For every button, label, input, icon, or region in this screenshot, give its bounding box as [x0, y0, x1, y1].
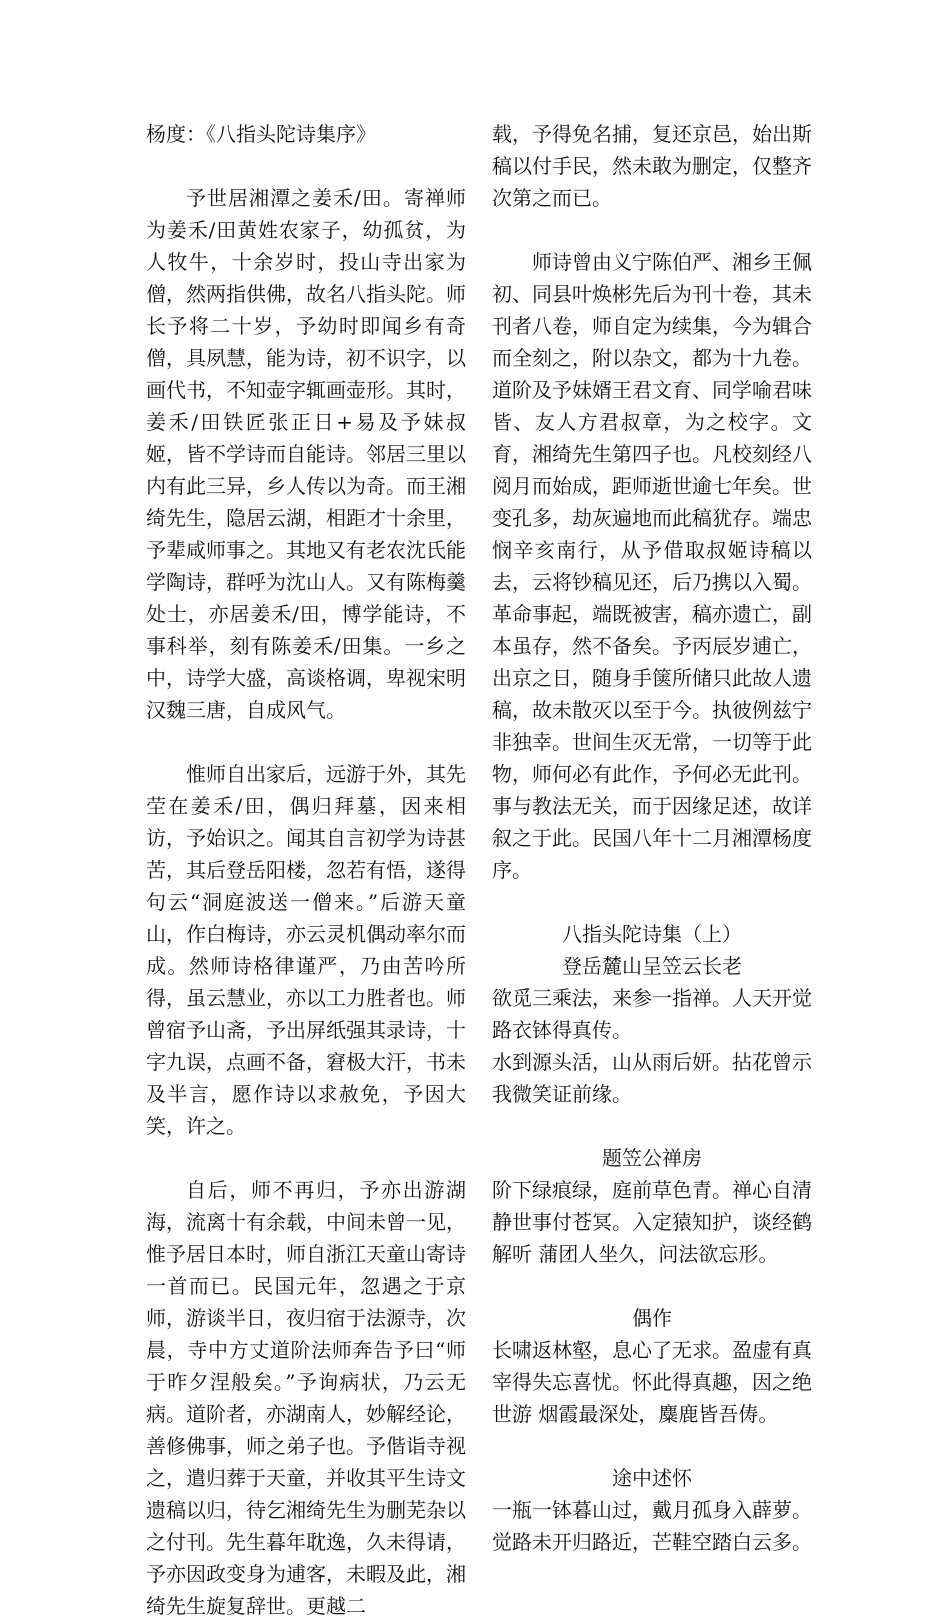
preface-paragraph-4: 载，予得免名捕，复还京邑，始出斯稿以付手民，然未敢为删定，仅整齐次第之而已。 [492, 122, 812, 210]
poem-line: 欲觅三乘法，来参一指禅。人天开觉路衣钵得真传。 [492, 986, 812, 1042]
poem-line: 一瓶一钵暮山过，戴月孤身入薜萝。 [492, 1498, 812, 1522]
collection-title: 八指头陀诗集（上） [562, 922, 742, 946]
preface-heading: 杨度：《八指头陀诗集序》 [146, 122, 376, 146]
poem-title: 登岳麓山呈笠云长老 [562, 954, 742, 978]
preface-paragraph-1: 予世居湘潭之姜禾/田。寄禅师为姜禾/田黄姓农家子，幼孤贫，为人牧牛，十余岁时，投山寺出家为僧，然两指供佛，故名八指头陀。师长予将二十岁，予幼时即闻乡有奇僧，具夙慧，能为诗，初不识字，以画代书，不知壶字辄画壶形。其时，姜禾/田铁匠张正日+易及予妹叔姬，皆不学诗而自能诗。邻居三里以内有此三异，乡人传以为奇。而王湘绮先生，隐居云湖，相距才十余里，予辈咸师事之。其地又有老农沈氏能学陶诗，群呼为沈山人。又有陈梅羹处士，亦居姜禾/田，博学能诗，不事科举，刻有陈姜禾/田集。一乡之中，诗学大盛，高谈格调，卑视宋明汉魏三唐，自成风气。 [146, 186, 466, 722]
poem-line: 觉路未开归路近，芒鞋空踏白云多。 [492, 1530, 812, 1554]
poem-line: 长啸返林壑，息心了无求。盈虚有真宰得失忘喜忧。怀此得真趣，因之绝世游 烟霞最深处，麋鹿皆吾俦。 [492, 1338, 812, 1426]
poem-line: 阶下绿痕绿，庭前草色青。禅心自清静世事付苍冥。入定猿知护，谈经鹤解听 蒲团人坐久，问法欲忘形。 [492, 1178, 812, 1266]
right-column [492, 118, 812, 1558]
poem-line: 水到源头活，山从雨后妍。拈花曾示我微笑证前缘。 [492, 1050, 812, 1106]
poem-title: 偶作 [632, 1306, 672, 1330]
poem-title: 途中述怀 [612, 1466, 692, 1490]
preface-paragraph-3: 自后，师不再归，予亦出游湖海，流离十有余载，中间未曾一见，惟予居日本时，师自浙江天童山寄诗一首而已。民国元年，忽遇之于京师，游谈半日，夜归宿于法源寺，次晨，寺中方丈道阶法师奔告予曰“师于昨夕涅般矣。”予询病状，乃云无病。道阶者，亦湖南人，妙解经论，善修佛事，师之弟子也。予偕诣寺视之，遣归葬于天童，并收其平生诗文遗稿以归，待乞湘绮先生为删芜杂以之付刊。先生暮年耽逸，久未得请，予亦因政变身为逋客，未暇及此，湘绮先生旋复辞世。更越二 [146, 1178, 466, 1618]
preface-paragraph-5: 师诗曾由义宁陈伯严、湘乡王佩初、同县叶焕彬先后为刊十卷，其未刊者八卷，师自定为续集，今为辑合而全刻之，附以杂文，都为十九卷。道阶及予妹婿王君文育、同学喻君味皆、友人方君叔章，为之校字。文育，湘绮先生第四子也。凡校刻经八阅月而始成，距师逝世逾七年矣。世变孔多，劫灰遍地而此稿犹存。端忠悯辛亥南行，从予借取叔姬诗稿以去，云将钞稿见还，后乃携以入蜀。革命事起，端既被害，稿亦遗亡，副本虽存，然不备矣。予丙辰岁逋亡，出京之日，随身手箧所储只此故人遗稿，故未散灭以至于今。执彼例兹宁非独幸。世间生灭无常，一切等于此物，师何必有此作，予何必无此刊。事与教法无关，而于因缘足述，故详叙之于此。民国八年十二月湘潭杨度序。 [492, 250, 812, 882]
poem-title: 题笠公禅房 [602, 1146, 702, 1170]
left-column [146, 118, 466, 1622]
preface-paragraph-2: 惟师自出家后，远游于外，其先茔在姜禾/田，偶归拜墓，因来相访，予始识之。闻其自言初学为诗甚苦，其后登岳阳楼，忽若有悟，遂得句云“洞庭波送一僧来。”后游天童山，作白梅诗，亦云灵机偶动率尔而成。然师诗格律谨严，乃由苦吟所得，虽云慧业，亦以工力胜者也。师曾宿予山斋，予出屏纸强其录诗，十字九误，点画不备，窘极大汗，书未及半言，愿作诗以求赦免，予因大笑，许之。 [146, 762, 466, 1138]
